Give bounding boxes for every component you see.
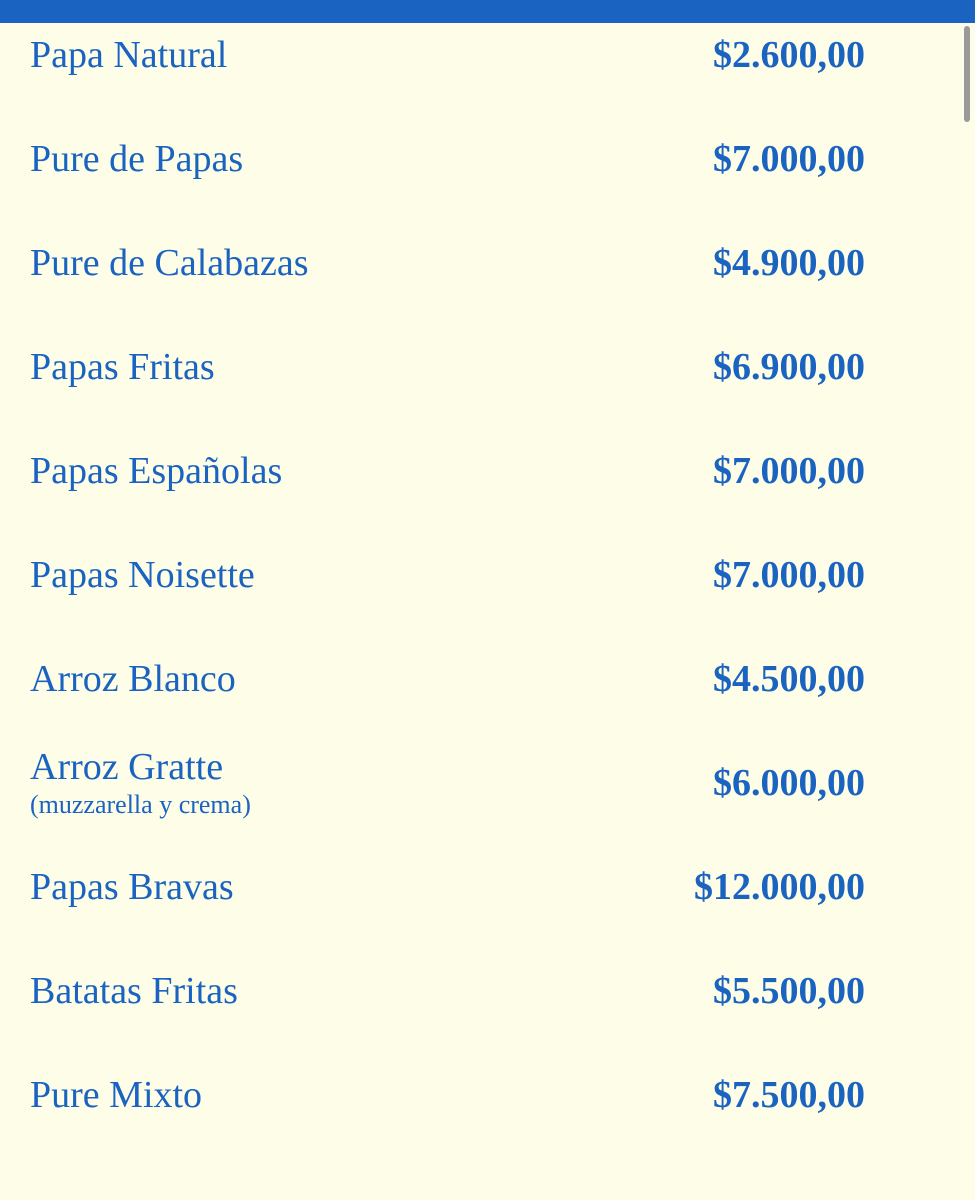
menu-item[interactable]: [30, 962, 865, 1066]
item-name: Papas Fritas: [30, 346, 215, 388]
item-name: Pure de Papas: [30, 138, 244, 180]
menu-item[interactable]: [30, 442, 865, 546]
menu-item[interactable]: [30, 130, 865, 234]
menu-item[interactable]: [30, 650, 865, 754]
item-price: $7.500,00: [713, 1074, 865, 1116]
item-note: (muzzarella y crema): [30, 790, 251, 819]
item-name: Papas Bravas: [30, 866, 234, 908]
item-price: $7.000,00: [713, 138, 865, 180]
item-price: $12.000,00: [694, 866, 865, 908]
menu-item[interactable]: [30, 234, 865, 338]
menu-item[interactable]: [30, 26, 865, 130]
item-price: $4.900,00: [713, 242, 865, 284]
item-price: $7.000,00: [713, 554, 865, 596]
item-name: Batatas Fritas: [30, 970, 238, 1012]
item-price: $7.000,00: [713, 450, 865, 492]
item-price: $5.500,00: [713, 970, 865, 1012]
item-name: Arroz Blanco: [30, 658, 236, 700]
item-price: $6.900,00: [713, 346, 865, 388]
item-price: $6.000,00: [713, 762, 865, 804]
item-name: Pure Mixto: [30, 1074, 203, 1116]
menu-item[interactable]: [30, 858, 865, 962]
item-price: $2.600,00: [713, 34, 865, 76]
menu-item[interactable]: [30, 1066, 865, 1170]
item-name: Papas Noisette: [30, 554, 255, 596]
item-price: $4.500,00: [713, 658, 865, 700]
menu-item[interactable]: [30, 546, 865, 650]
item-name: Arroz Gratte: [30, 746, 224, 788]
vertical-scrollbar[interactable]: [964, 26, 970, 122]
item-name: Pure de Calabazas: [30, 242, 309, 284]
menu-item[interactable]: [30, 746, 865, 858]
menu-item[interactable]: [30, 338, 865, 442]
item-name: Papa Natural: [30, 34, 228, 76]
item-name: Papas Españolas: [30, 450, 283, 492]
